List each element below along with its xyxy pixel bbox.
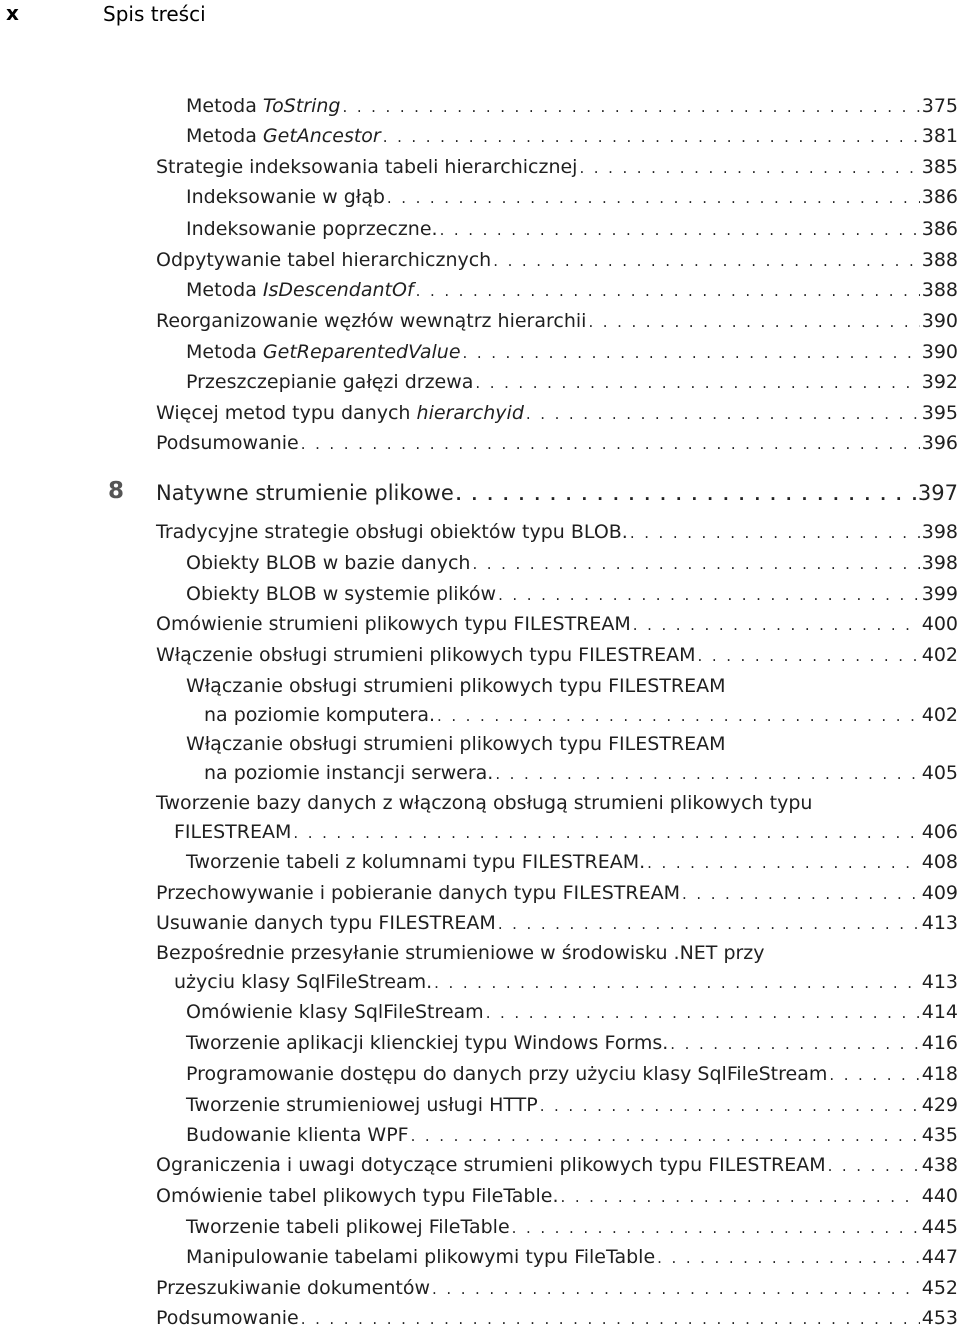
toc-entry-text: Tworzenie tabeli plikowej FileTable <box>186 1216 510 1238</box>
page-ref: 402 <box>921 704 958 726</box>
toc-entry[interactable] <box>156 520 958 544</box>
page-ref: 453 <box>921 1307 958 1329</box>
page-ref: 398 <box>921 521 958 543</box>
dot-leader <box>475 371 919 395</box>
toc-entry[interactable] <box>156 401 958 425</box>
toc-entry-title <box>186 185 385 209</box>
dot-leader <box>411 1124 920 1148</box>
toc-entry-title <box>156 881 680 905</box>
toc-entry[interactable] <box>186 850 958 874</box>
dot-leader <box>486 1001 920 1025</box>
page-ref: 400 <box>921 613 958 635</box>
toc-entry-text: Włączenie obsługi strumieni plikowych typu FILESTREAM <box>156 644 696 666</box>
dot-leader <box>416 279 920 303</box>
toc-entry-text: Obiekty BLOB w bazie danych <box>186 552 471 574</box>
dot-leader <box>588 310 919 334</box>
toc-entry-text: Przechowywanie i pobieranie danych typu FILESTREAM <box>156 882 681 904</box>
toc-entry-title <box>186 582 496 606</box>
toc-entry-title <box>204 703 435 727</box>
page-header <box>0 0 960 30</box>
page-ref: 408 <box>921 851 958 873</box>
toc-entry[interactable] <box>156 881 958 905</box>
dot-leader <box>432 1277 920 1301</box>
toc-entry[interactable] <box>186 1093 958 1117</box>
dot-leader <box>301 1307 920 1331</box>
page-ref: 418 <box>921 1063 958 1085</box>
toc-entry[interactable] <box>156 643 958 667</box>
toc-entry-text: Usuwanie danych typu FILESTREAM <box>156 912 496 934</box>
toc-entry-text: Więcej metod typu danych <box>156 402 417 424</box>
dot-leader <box>456 483 916 507</box>
toc-entry-title <box>156 1306 299 1330</box>
toc-entry-title <box>186 94 341 118</box>
dot-leader <box>383 125 920 149</box>
toc-entry-text: Metoda <box>186 125 263 147</box>
toc-entry-text: Metoda <box>186 95 263 117</box>
toc-entry-text: Omówienie tabel plikowych typu FileTable. <box>156 1185 559 1207</box>
chapter-number: 8 <box>108 478 125 504</box>
page-ref: 409 <box>921 882 958 904</box>
dot-leader <box>630 521 920 545</box>
dot-leader <box>829 1063 919 1087</box>
toc-entry[interactable] <box>156 911 958 935</box>
toc-entry-text: Tworzenie tabeli z kolumnami typu FILESTREAM. <box>186 851 646 873</box>
toc-entry[interactable] <box>186 278 958 302</box>
toc-entry-title <box>186 370 473 394</box>
page-ref: 435 <box>921 1124 958 1146</box>
toc-entry[interactable] <box>174 970 958 994</box>
dot-leader <box>561 1185 920 1209</box>
page-ref: 390 <box>921 310 958 332</box>
toc-entry[interactable] <box>204 761 958 785</box>
page-ref: 445 <box>921 1216 958 1238</box>
toc-entry[interactable] <box>156 309 958 333</box>
toc-entry[interactable] <box>156 155 958 179</box>
page-ref: 440 <box>921 1185 958 1207</box>
toc-entry-text: Ograniczenia i uwagi dotyczące strumieni plikowych typu FILESTREAM <box>156 1154 826 1176</box>
toc-entry[interactable] <box>156 1184 958 1208</box>
toc-entry-title <box>174 970 432 994</box>
page-ref: 396 <box>921 432 958 454</box>
dot-leader <box>828 1154 920 1178</box>
toc-entry[interactable] <box>186 217 958 241</box>
dot-leader <box>498 912 920 936</box>
toc-entry[interactable] <box>174 820 958 844</box>
dot-leader <box>437 704 920 728</box>
dot-leader <box>498 583 920 607</box>
toc-entry-title <box>204 761 493 785</box>
toc-entry-title <box>156 401 524 425</box>
toc-entry-first-line: Włączanie obsługi strumieni plikowych typu FILESTREAM <box>186 733 726 755</box>
page-ref: 388 <box>921 279 958 301</box>
dot-leader <box>472 552 919 576</box>
toc-entry-title <box>186 1031 668 1055</box>
toc-entry-title <box>186 1123 409 1147</box>
page-ref: 375 <box>921 95 958 117</box>
toc-entry-title <box>186 340 461 364</box>
toc-entry-text: Manipulowanie tabelami plikowymi typu FileTable <box>186 1246 656 1268</box>
toc-entry-title <box>186 1062 827 1086</box>
toc-entry-title <box>156 612 631 636</box>
dot-leader <box>463 341 920 365</box>
toc-entry[interactable] <box>186 1031 958 1055</box>
toc-entry-title <box>186 551 470 575</box>
toc-entry-title <box>156 1153 826 1177</box>
toc-entry[interactable] <box>186 582 958 606</box>
chapter-title-row[interactable] <box>156 481 958 505</box>
toc-entry-text: Tworzenie aplikacji klienckiej typu Windows Forms. <box>186 1032 669 1054</box>
page-ref: 399 <box>921 583 958 605</box>
toc-entry-title <box>186 1000 484 1024</box>
dot-leader <box>512 1216 920 1240</box>
toc-entry[interactable] <box>186 370 958 394</box>
toc-entry-italic-term: GetAncestor <box>262 125 381 147</box>
toc-entry-first-line: Bezpośrednie przesyłanie strumieniowe w środowisku .NET przy <box>156 942 765 964</box>
toc-entry[interactable] <box>156 612 958 636</box>
toc-entry-title <box>186 1245 655 1269</box>
toc-entry-title <box>186 1093 538 1117</box>
toc-entry-text: Natywne strumienie plikowe <box>156 481 454 505</box>
dot-leader <box>698 644 920 668</box>
toc-entry[interactable] <box>186 185 958 209</box>
page-ref: 381 <box>921 125 958 147</box>
toc-entry[interactable] <box>156 248 958 272</box>
toc-entry-text: Budowanie klienta WPF <box>186 1124 409 1146</box>
dot-leader <box>670 1032 919 1056</box>
page-ref: 395 <box>921 402 958 424</box>
page-ref: 413 <box>921 912 958 934</box>
toc-entry-title <box>156 431 299 455</box>
dot-leader <box>293 821 919 845</box>
page-ref: 414 <box>921 1001 958 1023</box>
toc-entry[interactable] <box>156 1153 958 1177</box>
toc-entry-title <box>156 1276 430 1300</box>
toc-entry-text: Omówienie klasy SqlFileStream <box>186 1001 484 1023</box>
toc-entry-title <box>156 248 491 272</box>
toc-entry-title <box>156 481 454 505</box>
toc-entry[interactable] <box>156 431 958 455</box>
page-ref: 438 <box>921 1154 958 1176</box>
toc-entry-text: Tradycyjne strategie obsługi obiektów typu BLOB. <box>156 521 628 543</box>
page-ref: 447 <box>921 1246 958 1268</box>
page-ref: 416 <box>921 1032 958 1054</box>
page-ref: 397 <box>917 481 958 505</box>
toc-entry[interactable] <box>186 551 958 575</box>
dot-leader <box>493 249 920 273</box>
dot-leader <box>434 971 920 995</box>
toc-entry-italic-term: ToString <box>262 95 341 117</box>
dot-leader <box>495 762 919 786</box>
toc-entry-text: Podsumowanie <box>156 432 299 454</box>
toc-entry[interactable] <box>186 340 958 364</box>
toc-entry-text: Reorganizowanie węzłów wewnątrz hierarchii <box>156 310 587 332</box>
toc-entry-title <box>186 217 438 241</box>
toc-entry-title <box>156 520 628 544</box>
toc-entry-text: FILESTREAM <box>174 821 292 843</box>
toc-entry-title <box>186 124 381 148</box>
toc-entry[interactable] <box>186 94 958 118</box>
page-number: x <box>6 1 19 25</box>
page-ref: 392 <box>921 371 958 393</box>
toc-entry-text: Metoda <box>186 341 263 363</box>
dot-leader <box>526 402 920 426</box>
page-ref: 402 <box>921 644 958 666</box>
page-ref: 452 <box>921 1277 958 1299</box>
page-ref: 398 <box>921 552 958 574</box>
toc-entry-title <box>186 850 645 874</box>
page-ref: 388 <box>921 249 958 271</box>
toc-entry-first-line: Włączanie obsługi strumieni plikowych typu FILESTREAM <box>186 675 726 697</box>
dot-leader <box>440 218 920 242</box>
dot-leader <box>540 1094 920 1118</box>
page-ref: 413 <box>921 971 958 993</box>
dot-leader <box>343 95 920 119</box>
page-ref: 406 <box>921 821 958 843</box>
dot-leader <box>579 156 919 180</box>
toc-entry[interactable] <box>156 1276 958 1300</box>
toc-entry-title <box>156 155 577 179</box>
toc-entry-text: Obiekty BLOB w systemie plików <box>186 583 497 605</box>
toc-entry-title <box>174 820 291 844</box>
toc-entry[interactable] <box>204 703 958 727</box>
dot-leader <box>633 613 920 637</box>
toc-entry-title <box>156 309 586 333</box>
page-ref: 390 <box>921 341 958 363</box>
toc-entry[interactable] <box>186 124 958 148</box>
toc-entry[interactable] <box>186 1123 958 1147</box>
toc-entry-italic-term: IsDescendantOf <box>262 279 414 301</box>
toc-entry-text: Indeksowanie w głąb <box>186 186 385 208</box>
toc-entry-text: Metoda <box>186 279 263 301</box>
page-ref: 429 <box>921 1094 958 1116</box>
toc-entry-text: na poziomie komputera. <box>204 704 435 726</box>
toc-entry-text: Tworzenie strumieniowej usługi HTTP <box>186 1094 538 1116</box>
dot-leader <box>682 882 920 906</box>
toc-entry-text: Odpytywanie tabel hierarchicznych <box>156 249 492 271</box>
toc-entry-text: Omówienie strumieni plikowych typu FILESTREAM <box>156 613 631 635</box>
toc-entry[interactable] <box>186 1000 958 1024</box>
dot-leader <box>647 851 920 875</box>
toc-entry-text: Programowanie dostępu do danych przy użyciu klasy SqlFileStream <box>186 1063 828 1085</box>
toc-entry[interactable] <box>186 1245 958 1269</box>
toc-entry[interactable] <box>156 1306 958 1330</box>
toc-entry[interactable] <box>186 1062 958 1086</box>
toc-entry-title <box>156 911 496 935</box>
page-ref: 405 <box>921 762 958 784</box>
toc-entry-title <box>156 643 696 667</box>
dot-leader <box>387 186 920 210</box>
toc-entry-text: użyciu klasy SqlFileStream. <box>174 971 433 993</box>
toc-entry-text: Podsumowanie <box>156 1307 299 1329</box>
dot-leader <box>301 432 920 456</box>
toc-entry-text: Przeszukiwanie dokumentów <box>156 1277 431 1299</box>
toc-entry-title <box>186 1215 510 1239</box>
toc-entry[interactable] <box>186 1215 958 1239</box>
toc-entry-title <box>186 278 414 302</box>
toc-entry-italic-term: hierarchyid <box>416 402 524 424</box>
page-ref: 386 <box>921 186 958 208</box>
page-ref: 385 <box>921 156 958 178</box>
page-ref: 386 <box>921 218 958 240</box>
toc-entry-title <box>156 1184 559 1208</box>
toc-entry-text: na poziomie instancji serwera. <box>204 762 494 784</box>
running-title: Spis treści <box>103 2 206 26</box>
toc-entry-text: Przeszczepianie gałęzi drzewa <box>186 371 474 393</box>
dot-leader <box>657 1246 920 1270</box>
toc-entry-text: Indeksowanie poprzeczne. <box>186 218 438 240</box>
toc-entry-italic-term: GetReparentedValue <box>262 341 461 363</box>
toc-entry-text: Strategie indeksowania tabeli hierarchicznej <box>156 156 578 178</box>
toc-entry-first-line: Tworzenie bazy danych z włączoną obsługą strumieni plikowych typu <box>156 792 813 814</box>
